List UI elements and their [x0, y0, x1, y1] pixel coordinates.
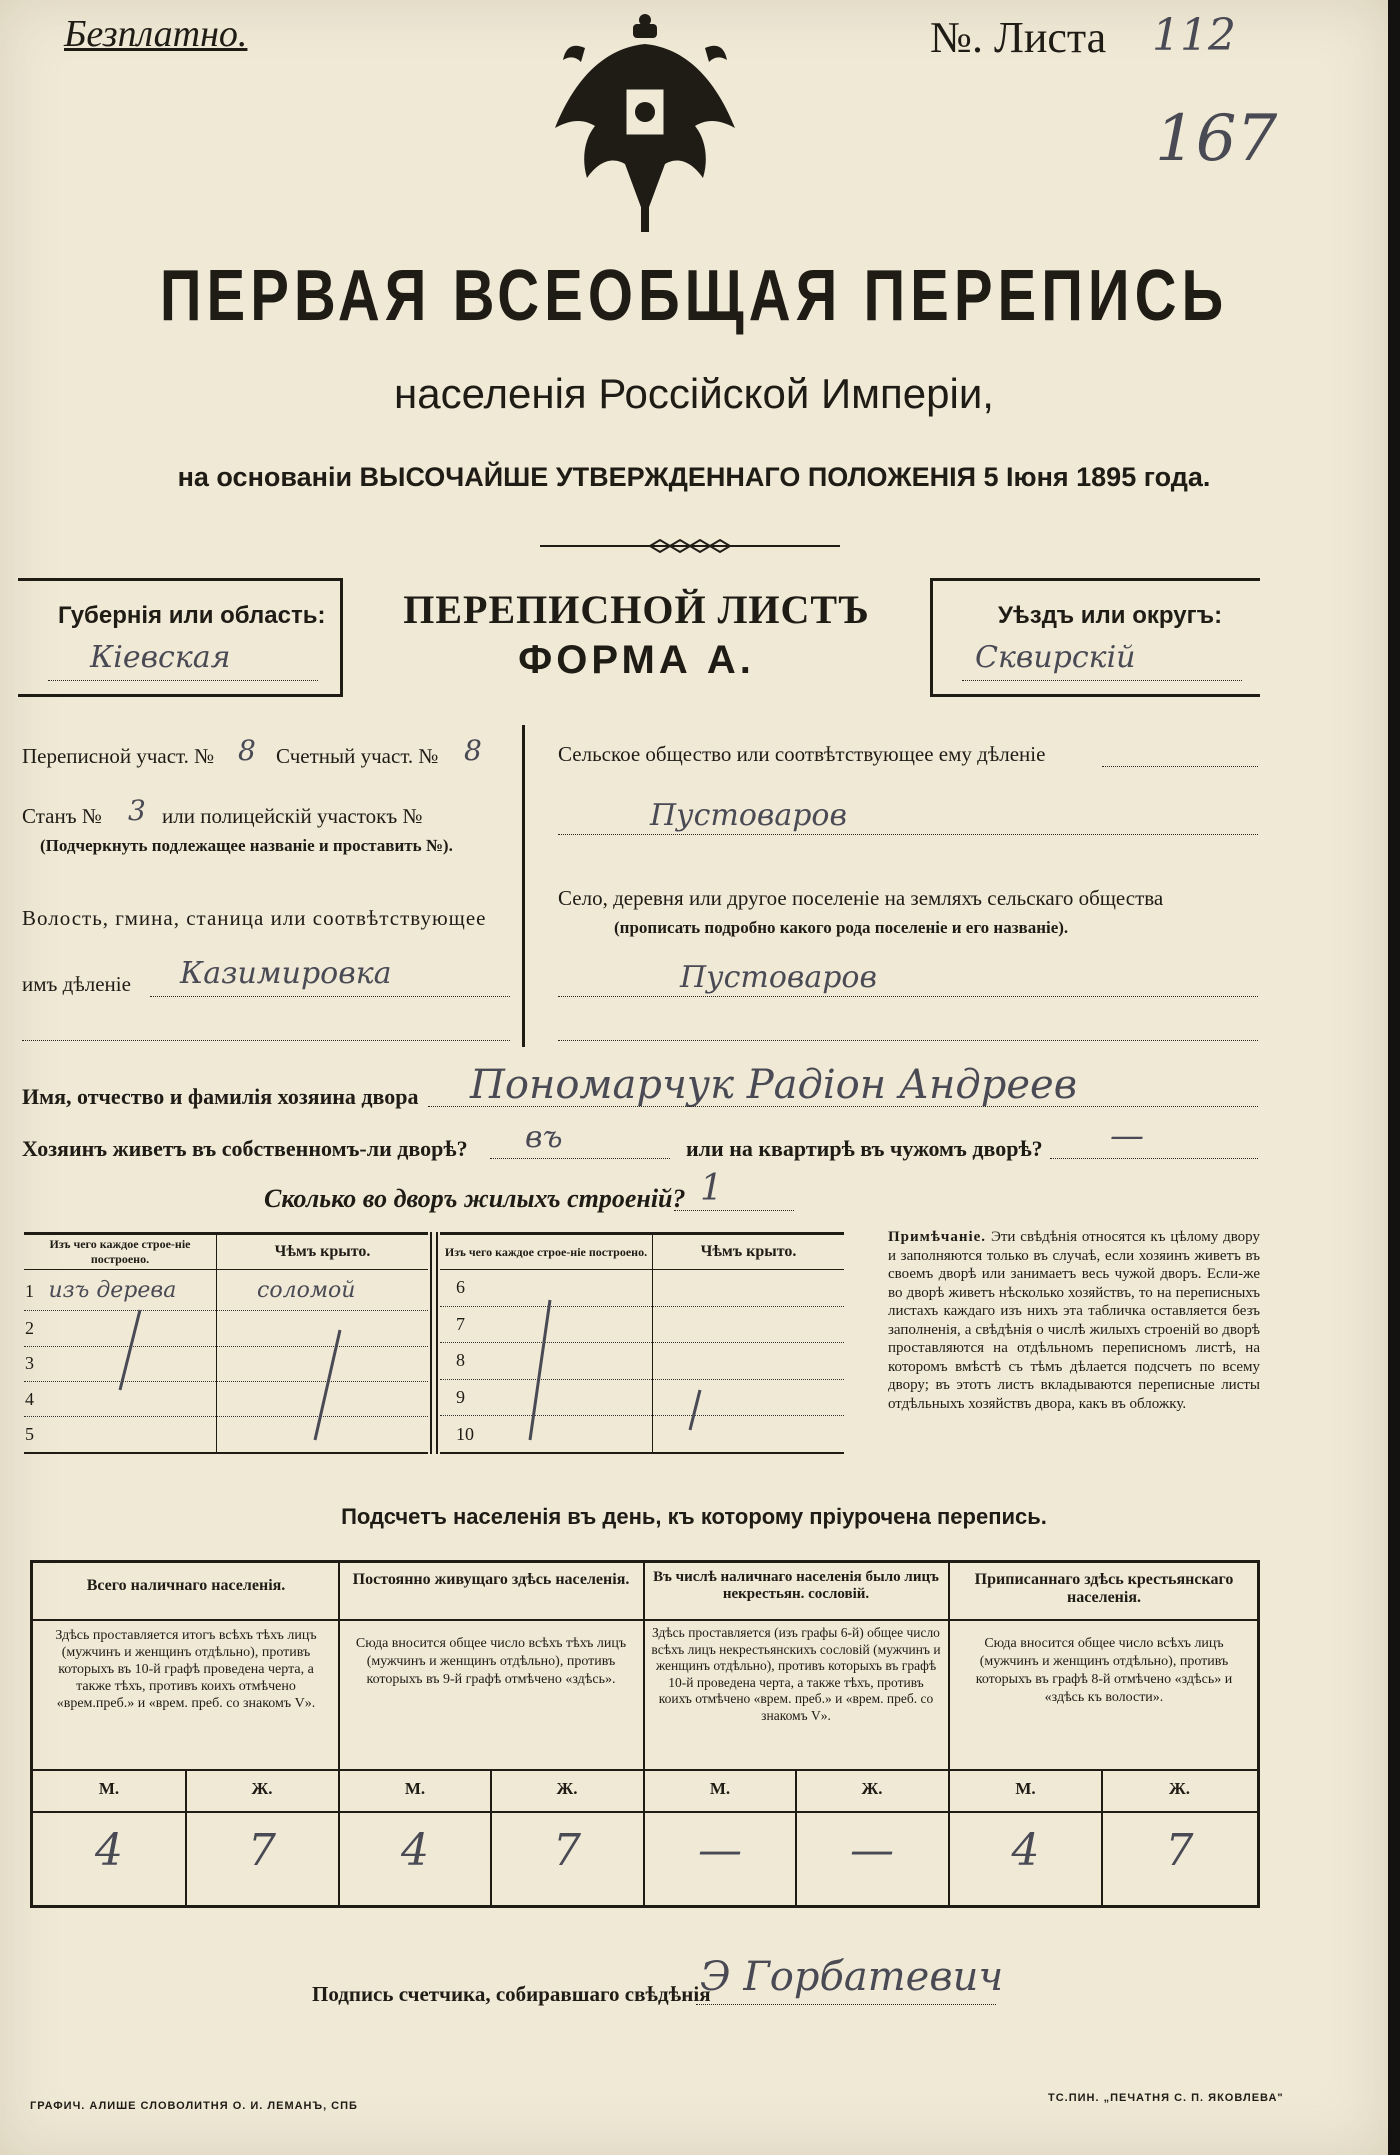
registered-male: 4: [1011, 1825, 1040, 1876]
f-label: Ж.: [1168, 1779, 1191, 1798]
subtitle: населенія Россійской Имперіи,: [394, 370, 994, 417]
signature-value: Э Горбатевич: [700, 1954, 1004, 2000]
printer-left: ГРАФИЧ. АЛИШЕ СЛОВОЛИТНЯ О. И. ЛЕМАНЪ, СПБ: [30, 2100, 358, 2112]
counting-district-value: 8: [464, 734, 482, 767]
gubernia-label: Губернія или область:: [58, 602, 326, 629]
f-label: Ж.: [251, 1779, 273, 1798]
nonpeasant-male: —: [698, 1825, 742, 1876]
society-value: Пустоваров: [650, 798, 847, 833]
note-title: Примѣчаніе.: [888, 1229, 987, 1245]
counting-district-label: Счетный участ. №: [276, 744, 439, 768]
note-text: Эти свѣдѣнія относятся къ цѣлому двору и заполняются только въ случаѣ, если хозяинъ живетъ въ своемъ дворѣ или занимаетъ весь чужой дворъ. Если-же во дворѣ живетъ нѣсколько хозяйствъ, то на переписныхъ листахъ каждаго изъ нихъ эта табличка оставляется безъ заполненія, а свѣдѣнія о числѣ жилыхъ строеній во дворѣ проставляются на отдѣльномъ переписномъ листѣ, на которомъ вмѣстѣ съ тѣмъ дѣлается подсчетъ по всему двору; въ этотъ листъ вкладываются переписные листы отдѣльныхъ хозяйствъ двора, какъ въ обложку.: [888, 1229, 1260, 1412]
police-note: (Подчеркнуть подлежащее названіе и проставить №).: [40, 836, 453, 855]
row-number: 8: [440, 1343, 653, 1380]
col-head-nonpeasant: Въ числѣ наличнаго населенія было лицъ некрестьян. сословій.: [653, 1569, 939, 1602]
row-number: 3: [24, 1346, 217, 1381]
row-number: 9: [440, 1379, 653, 1416]
uezd-label: Уѣздъ или округъ:: [998, 602, 1223, 629]
uezd-value: Сквирскій: [975, 640, 1136, 675]
double-headed-eagle-icon: [545, 8, 745, 236]
sheet-number-value: 112: [1152, 10, 1236, 61]
own-yard-label: Хозяинъ живетъ въ собственномъ-ли дворѣ?: [22, 1136, 468, 1161]
village-label: Село, деревня или другое поселеніе на земляхъ сельскаго общества: [558, 886, 1164, 910]
col-head-total: Всего наличнаго населенія.: [86, 1577, 286, 1594]
rented-label: или на квартирѣ въ чужомъ дворѣ?: [686, 1136, 1043, 1161]
col-desc-total: Здѣсь проставляется итогъ всѣхъ тѣхъ лицъ (мужчинъ и женщинъ отдѣльно), противъ которыхъ въ 10-й графѣ проведена черта, а также тѣхъ, противъ коихъ отмѣчено «врем.преб.» и «врем. преб. со знакомъ V».: [55, 1628, 317, 1711]
form-title: ПЕРЕПИСНОЙ ЛИСТЪ: [403, 587, 870, 632]
nonpeasant-female: —: [850, 1825, 894, 1876]
buildings-label: Сколько во дворъ жилыхъ строеній?: [264, 1184, 686, 1213]
f-label: Ж.: [556, 1779, 578, 1798]
stan-value: 3: [128, 794, 146, 827]
legal-basis: на основаніи ВЫСОЧАЙШЕ УТВЕРЖДЕННАГО ПОЛОЖЕНІЯ 5 Іюня 1895 года.: [177, 462, 1211, 492]
m-label: М.: [709, 1779, 731, 1798]
col-desc-nonpeasant: Здѣсь проставляется (изъ графы 6-й) общее число всѣхъ лицъ некрестьянскихъ сословій (мужчинъ и женщинъ отдѣльно), противъ которыхъ въ графѣ 10-й проведена черта, а также тѣхъ, противъ коихъ отмѣчено «врем. преб.» и «врем. преб. со знакомъ V».: [651, 1625, 941, 1723]
row-number: 10: [440, 1416, 653, 1453]
row-number: 4: [24, 1381, 217, 1416]
permanent-male: 4: [401, 1825, 429, 1876]
row-number: 7: [440, 1306, 653, 1343]
registered-female: 7: [1165, 1825, 1194, 1876]
row-number: 6: [440, 1270, 653, 1307]
total-male: 4: [95, 1825, 123, 1876]
roof-header: Чѣмъ крыто.: [217, 1234, 429, 1270]
m-label: М.: [98, 1779, 120, 1798]
main-title: ПЕРВАЯ ВСЕОБЩАЯ ПЕРЕПИСЬ: [159, 254, 1229, 337]
total-female: 7: [248, 1825, 276, 1876]
col-desc-registered: Сюда вносится общее число всѣхъ лицъ (мужчинъ и женщинъ отдѣльно), противъ которыхъ въ графѣ 8-й отмѣчено «здѣсь» и «здѣсь къ волости».: [975, 1636, 1233, 1705]
owner-name-value: Пономарчук Радіон Андреев: [470, 1062, 1077, 1108]
m-label: М.: [1015, 1779, 1036, 1798]
f-label: Ж.: [861, 1779, 883, 1798]
census-district-value: 8: [238, 734, 256, 767]
village-value: Пустоваров: [680, 960, 877, 995]
census-district-label: Переписной участ. №: [22, 744, 215, 768]
population-title: Подсчетъ населенія въ день, къ которому пріурочена перепись.: [341, 1504, 1047, 1529]
volost-value: Казимировка: [180, 956, 392, 991]
col-head-permanent: Постоянно живущаго здѣсь населенія.: [352, 1571, 630, 1588]
row-number: 2: [24, 1311, 217, 1346]
sheet-number-label: №. Листа: [930, 13, 1107, 62]
roof-header-right: Чѣмъ крыто.: [653, 1234, 845, 1270]
population-table: [30, 1560, 1260, 1908]
m-label: М.: [404, 1779, 426, 1798]
gubernia-value: Кіевская: [90, 640, 231, 675]
col-head-registered: Приписаннаго здѣсь крестьянскаго населенія.: [974, 1571, 1234, 1606]
volost-label-2: имъ дѣленіе: [22, 972, 131, 996]
society-label: Сельское общество или соотвѣтствующее ему дѣленіе: [558, 742, 1046, 766]
archive-stamp-number: 167: [1155, 102, 1278, 176]
material-value: изъ дерева: [48, 1277, 177, 1303]
own-yard-value: въ: [525, 1120, 563, 1155]
buildings-value: 1: [700, 1168, 723, 1209]
stan-label: Станъ №: [22, 804, 102, 828]
volost-label: Волость, гмина, станица или соотвѣтствующее: [22, 906, 487, 930]
ornament-divider: [540, 538, 840, 554]
cross-out-strokes-right: [520, 1280, 720, 1450]
form-subtitle: ФОРМА А.: [518, 638, 755, 682]
cross-out-strokes: [100, 1300, 400, 1450]
material-header-right: Изъ чего каждое строе-ніе построено.: [440, 1234, 653, 1270]
roof-value: соломой: [217, 1270, 429, 1311]
col-desc-permanent: Сюда вносится общее число всѣхъ тѣхъ лицъ (мужчинъ и женщинъ отдѣльно), противъ которыхъ въ 9-й графѣ отмѣчено «здѣсь».: [355, 1636, 627, 1687]
row-number: 5: [24, 1417, 217, 1453]
material-header: Изъ чего каждое строе-ніе построено.: [24, 1234, 217, 1270]
printer-right: ТС.ПИН. „ПЕЧАТНЯ С. П. ЯКОВЛЕВА": [1048, 2092, 1284, 2104]
free-label: Безплатно.: [64, 13, 248, 55]
police-label: или полицейскій участокъ №: [162, 804, 423, 828]
note-block: [888, 1228, 1260, 1413]
row-number: 1: [25, 1280, 34, 1301]
village-note: (прописать подробно какого рода поселеніе и его названіе).: [614, 918, 1069, 937]
permanent-female: 7: [553, 1825, 581, 1876]
owner-name-label: Имя, отчество и фамилія хозяина двора: [22, 1084, 419, 1109]
rented-value: —: [1110, 1116, 1144, 1156]
signature-label: Подпись счетчика, собиравшаго свѣдѣнія: [312, 1982, 711, 2006]
